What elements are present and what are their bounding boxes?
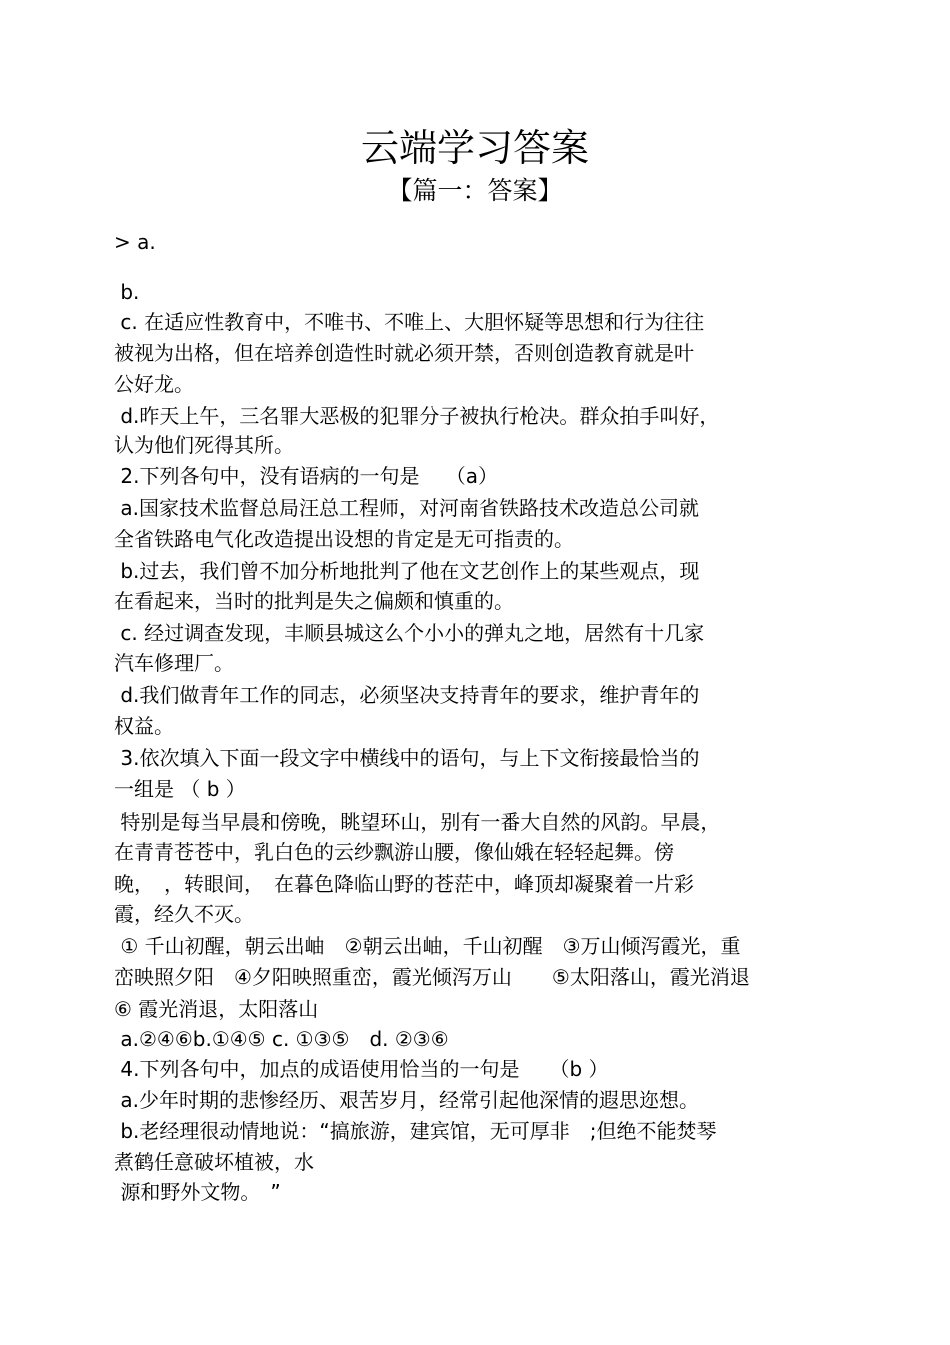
body-line: 3.依次填入下面一段文字中横线中的语句，与上下文衔接最恰当的	[114, 746, 700, 770]
body-line: b.过去，我们曾不加分析地批判了他在文艺创作上的某些观点，现	[114, 559, 700, 583]
body-line: > a.	[114, 230, 156, 254]
body-line: 一组是 （ b ）	[114, 777, 246, 801]
body-line: 峦映照夕阳 ④夕阳映照重峦，霞光倾泻万山 ⑤太阳落山，霞光消退	[114, 965, 750, 989]
body-line: 汽车修理厂。	[114, 651, 234, 675]
body-line: 4.下列各句中，加点的成语使用恰当的一句是 （b ）	[114, 1057, 609, 1081]
body-line: 权益。	[114, 714, 174, 738]
body-line: a.②④⑥b.①④⑤ c. ①③⑤ d. ②③⑥	[114, 1027, 449, 1051]
body-line: c. 经过调查发现，丰顺县城这么个小小的弹丸之地，居然有十几家	[114, 621, 705, 645]
body-line: 晚， ，转眼间， 在暮色降临山野的苍茫中，峰顶却凝聚着一片彩	[114, 872, 694, 896]
body-line: 公好龙。	[114, 372, 194, 396]
body-line: 在看起来，当时的批判是失之偏颇和慎重的。	[114, 589, 514, 613]
body-line: a.少年时期的悲惨经历、艰苦岁月，经常引起他深情的遐思迩想。	[114, 1088, 699, 1112]
body-line: ⑥ 霞光消退，太阳落山	[114, 997, 319, 1021]
body-line: 被视为出格，但在培养创造性时就必须开禁，否则创造教育就是叶	[114, 341, 694, 365]
body-line: b.老经理很动情地说：“搞旅游，建宾馆，无可厚非 ;但绝不能焚琴	[114, 1119, 717, 1143]
body-line: d.昨天上午，三名罪大恶极的犯罪分子被执行枪决。群众拍手叫好，	[114, 404, 720, 428]
document-subtitle: 【篇一：答案】	[387, 176, 563, 205]
body-line: 全省铁路电气化改造提出设想的肯定是无可指责的。	[114, 527, 574, 551]
body-line: 煮鹤任意破坏植被，水	[114, 1150, 314, 1174]
document-title: 云端学习答案	[360, 126, 589, 170]
body-line: a.国家技术监督总局汪总工程师，对河南省铁路技术改造总公司就	[114, 496, 699, 520]
body-line: b.	[114, 280, 140, 304]
body-line: 在青青苍苍中，乳白色的云纱飘游山腰，像仙娥在轻轻起舞。傍	[114, 840, 674, 864]
body-line: 霞，经久不灭。	[114, 902, 254, 926]
body-line: 源和野外文物。 ”	[114, 1180, 281, 1204]
body-line: c. 在适应性教育中，不唯书、不唯上、大胆怀疑等思想和行为往往	[114, 310, 705, 334]
body-line: 2.下列各句中，没有语病的一句是 （a）	[114, 464, 499, 488]
body-line: ① 千山初醒，朝云出岫 ②朝云出岫，千山初醒 ③万山倾泻霞光，重	[114, 934, 741, 958]
body-line: d.我们做青年工作的同志，必须坚决支持青年的要求，维护青年的	[114, 683, 700, 707]
body-line: 特别是每当早晨和傍晚，眺望环山，别有一番大自然的风韵。早晨，	[114, 810, 721, 834]
body-line: 认为他们死得其所。	[114, 433, 294, 457]
